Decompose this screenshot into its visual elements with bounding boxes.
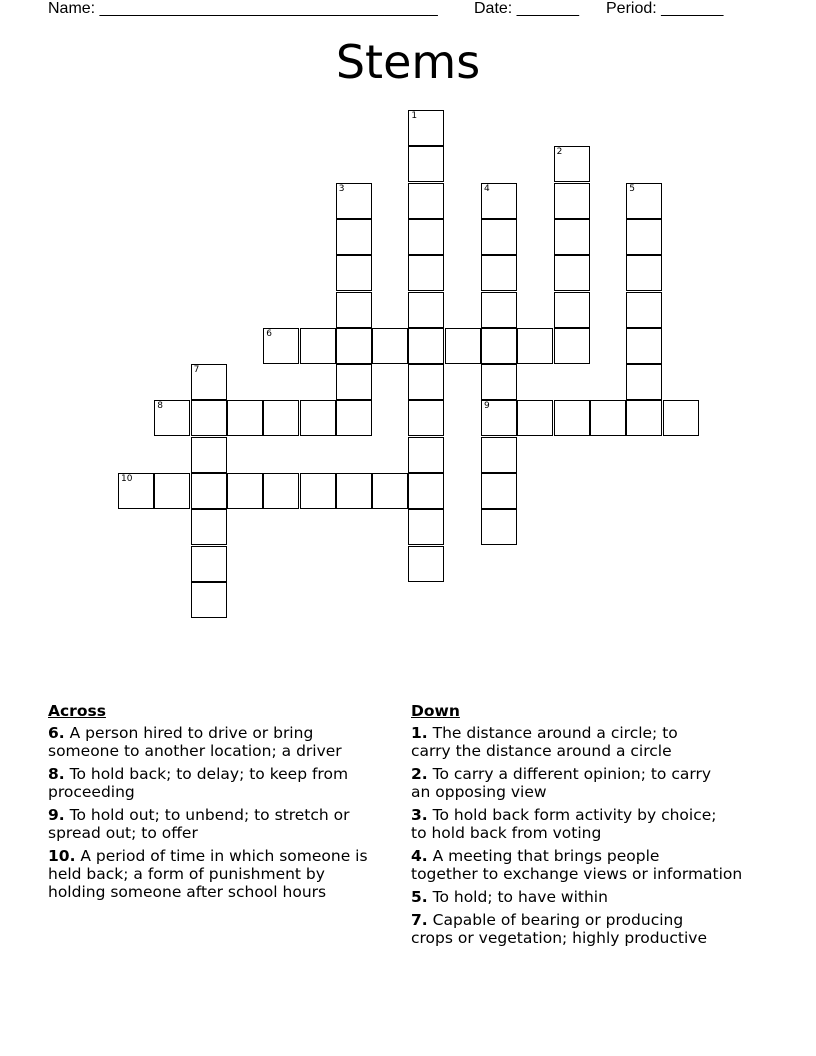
clue-text: To hold back; to delay; to keep from proceeding [48, 765, 349, 801]
cell-number: 2 [556, 147, 563, 158]
cell-number: 4 [484, 183, 490, 194]
grid-cell[interactable] [408, 473, 444, 509]
grid-cell[interactable] [408, 328, 444, 364]
grid-cell[interactable] [554, 292, 590, 328]
grid-cell[interactable] [481, 509, 517, 545]
grid-cell[interactable] [481, 292, 517, 328]
grid-cell[interactable] [626, 183, 662, 219]
clue-across-10 [48, 847, 408, 901]
grid-cell[interactable] [626, 219, 662, 255]
cell-number: 3 [338, 183, 345, 194]
clue-number: 5. [411, 888, 428, 906]
grid-cell[interactable] [517, 400, 553, 436]
clue-text: The distance around a circle; to carry the distance around a circle [411, 724, 678, 760]
grid-cell[interactable] [191, 400, 227, 436]
grid-cell[interactable] [408, 546, 444, 582]
grid-cell[interactable] [227, 473, 263, 509]
clue-down-2 [411, 765, 791, 801]
grid-cell[interactable] [626, 255, 662, 291]
clue-down-7 [411, 911, 791, 947]
clue-number: 7. [411, 911, 428, 929]
clue-text: To hold back form activity by choice; to hold back from voting [411, 806, 717, 842]
grid-cell[interactable] [408, 183, 444, 219]
grid-cell[interactable] [372, 328, 408, 364]
grid-cell[interactable] [663, 400, 699, 436]
grid-cell[interactable] [408, 364, 444, 400]
clue-text: To carry a different opinion; to carry an opposing view [411, 765, 712, 801]
grid-cell[interactable] [227, 400, 263, 436]
clue-number: 6. [48, 724, 65, 742]
grid-cell[interactable] [336, 400, 372, 436]
clue-text: Capable of bearing or producing crops or vegetation; highly productive [411, 911, 707, 947]
grid-cell[interactable] [481, 400, 517, 436]
clue-across-6 [48, 724, 408, 760]
grid-cell[interactable] [626, 400, 662, 436]
clue-down-3 [411, 806, 791, 842]
grid-cell[interactable] [408, 400, 444, 436]
grid-cell[interactable] [408, 437, 444, 473]
down-clues [411, 702, 791, 952]
grid-cell[interactable] [336, 183, 372, 219]
grid-cell[interactable] [590, 400, 626, 436]
grid-cell[interactable] [626, 292, 662, 328]
clue-number: 2. [411, 765, 428, 783]
clue-down-5 [411, 888, 791, 906]
clue-number: 9. [48, 806, 65, 824]
grid-cell[interactable] [481, 328, 517, 364]
cell-number: 7 [193, 365, 200, 376]
grid-cell[interactable] [372, 473, 408, 509]
clue-text: To hold; to have within [432, 888, 608, 906]
grid-cell[interactable] [481, 219, 517, 255]
grid-cell[interactable] [554, 219, 590, 255]
grid-cell[interactable] [481, 255, 517, 291]
grid-cell[interactable] [154, 473, 190, 509]
grid-cell[interactable] [191, 546, 227, 582]
grid-cell[interactable] [191, 509, 227, 545]
grid-cell[interactable] [445, 328, 481, 364]
puzzle-title: Stems [335, 35, 481, 89]
grid-cell[interactable] [263, 400, 299, 436]
across-heading: Across [48, 702, 106, 720]
grid-cell[interactable] [554, 328, 590, 364]
grid-cell[interactable] [408, 110, 444, 146]
clue-down-4 [411, 847, 791, 883]
cell-number: 5 [629, 183, 635, 194]
clue-text: A meeting that brings people together to exchange views or information [411, 847, 743, 883]
period-field-label: Period: _______ [606, 0, 724, 17]
grid-cell[interactable] [300, 400, 336, 436]
grid-cell[interactable] [300, 473, 336, 509]
grid-cell[interactable] [191, 437, 227, 473]
grid-cell[interactable] [626, 364, 662, 400]
clue-number: 1. [411, 724, 428, 742]
cell-number: 9 [484, 401, 490, 412]
cell-number: 8 [157, 401, 164, 412]
grid-cell[interactable] [191, 582, 227, 618]
grid-cell[interactable] [191, 473, 227, 509]
grid-cell[interactable] [336, 255, 372, 291]
clue-number: 4. [411, 847, 428, 865]
grid-cell[interactable] [408, 255, 444, 291]
date-field-label: Date: _______ [474, 0, 579, 17]
grid-cell[interactable] [408, 146, 444, 182]
grid-cell[interactable] [336, 292, 372, 328]
cell-number: 1 [411, 111, 418, 121]
grid-cell[interactable] [336, 328, 372, 364]
grid-cell[interactable] [481, 437, 517, 473]
grid-cell[interactable] [554, 183, 590, 219]
grid-cell[interactable] [408, 509, 444, 545]
grid-cell[interactable] [554, 146, 590, 182]
grid-cell[interactable] [481, 364, 517, 400]
grid-cell[interactable] [481, 473, 517, 509]
grid-cell[interactable] [626, 328, 662, 364]
clue-text: A period of time in which someone is held back; a form of punishment by holding someone after school hours [48, 847, 368, 901]
clue-across-9 [48, 806, 408, 842]
name-field-label: Name: ______________________________________ [48, 0, 438, 17]
down-heading: Down [411, 702, 460, 720]
cell-number: 10 [121, 474, 133, 484]
clue-number: 8. [48, 765, 65, 783]
grid-cell[interactable] [554, 255, 590, 291]
grid-cell[interactable] [263, 328, 299, 364]
grid-cell[interactable] [154, 400, 190, 436]
clue-number: 10. [48, 847, 76, 865]
clue-text: To hold out; to unbend; to stretch or spread out; to offer [48, 806, 350, 842]
grid-cell[interactable] [300, 328, 336, 364]
clue-down-1 [411, 724, 791, 760]
grid-cell[interactable] [336, 473, 372, 509]
across-clues [48, 702, 408, 906]
grid-cell[interactable] [336, 219, 372, 255]
cell-number: 6 [266, 328, 272, 339]
grid-cell[interactable] [336, 364, 372, 400]
clue-number: 3. [411, 806, 428, 824]
grid-cell[interactable] [408, 292, 444, 328]
grid-cell[interactable] [408, 219, 444, 255]
clue-across-8 [48, 765, 408, 801]
grid-cell[interactable] [554, 400, 590, 436]
clue-text: A person hired to drive or bring someone to another location; a driver [48, 724, 342, 760]
grid-cell[interactable] [191, 364, 227, 400]
grid-cell[interactable] [481, 183, 517, 219]
grid-cell[interactable] [517, 328, 553, 364]
grid-cell[interactable] [118, 473, 154, 509]
grid-cell[interactable] [263, 473, 299, 509]
